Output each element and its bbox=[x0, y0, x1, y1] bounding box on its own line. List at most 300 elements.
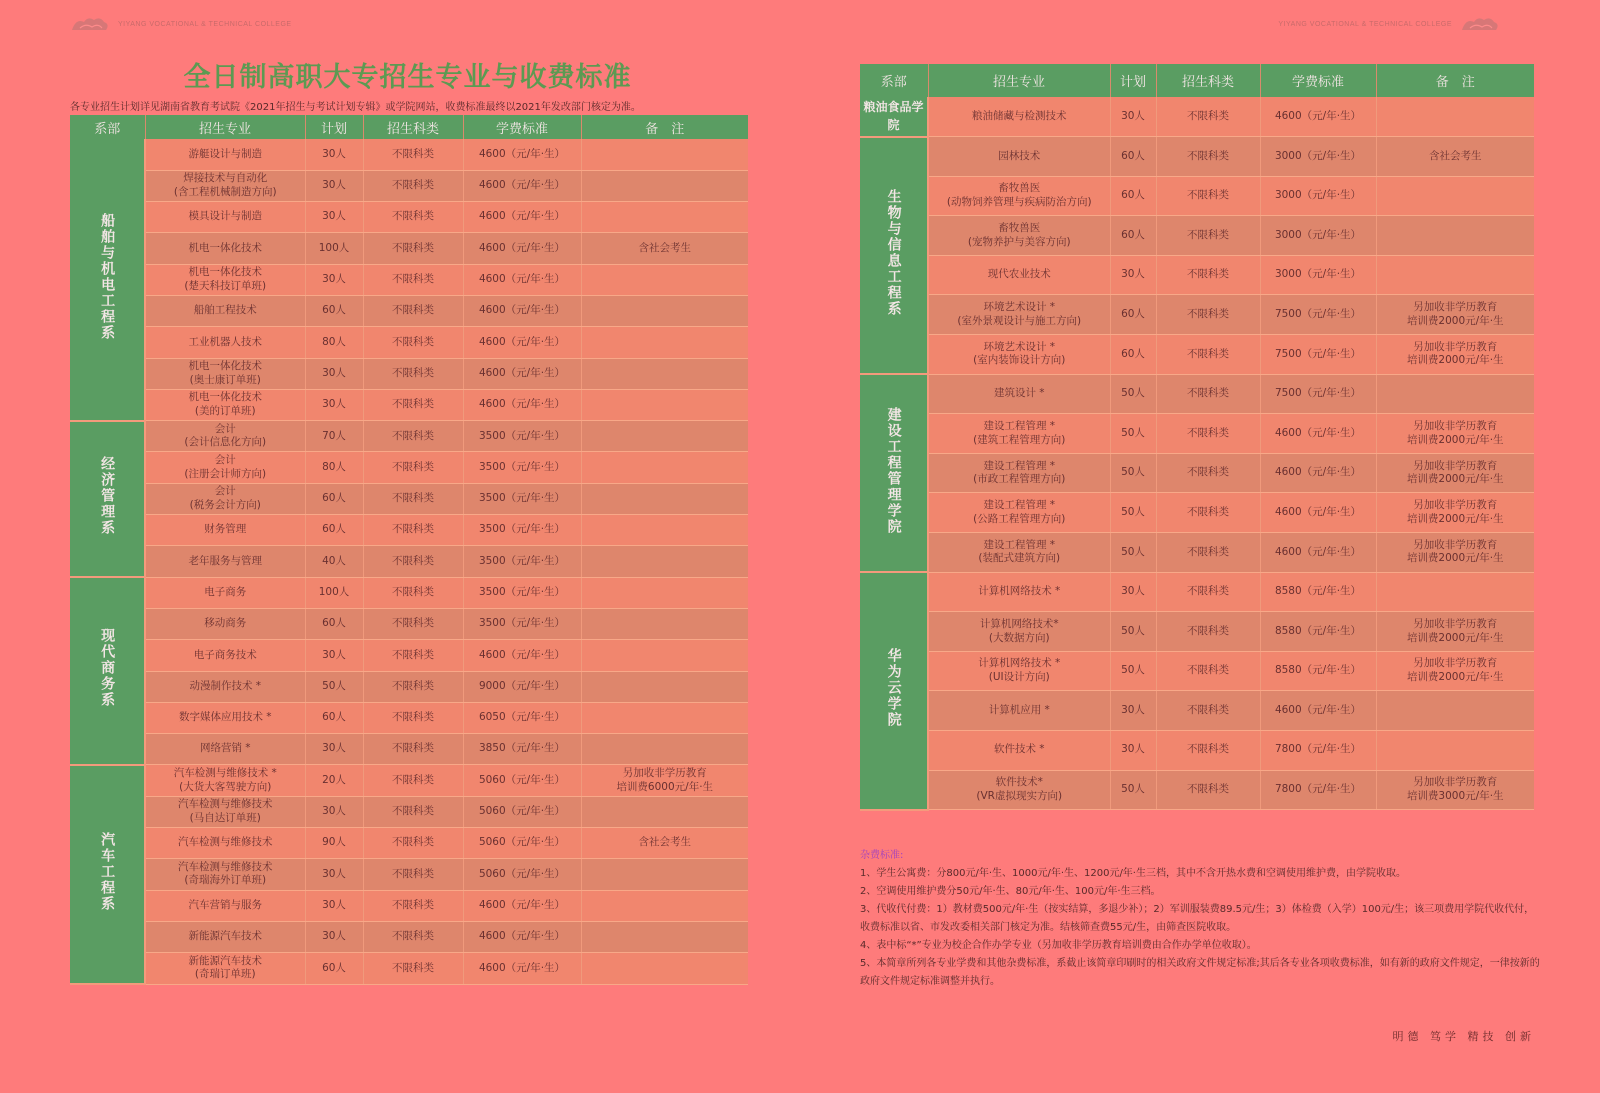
table-row bbox=[860, 176, 1534, 216]
cloud-logo-icon bbox=[70, 14, 110, 34]
remark-cell bbox=[581, 546, 748, 577]
major-cell: 计算机网络技术 * bbox=[928, 572, 1110, 612]
table-row bbox=[70, 546, 748, 577]
major-cell bbox=[145, 358, 305, 389]
fee-cell: 7500（元/年·生） bbox=[1260, 295, 1376, 335]
plan-cell: 60人 bbox=[305, 953, 363, 984]
subject-cell: 不限科类 bbox=[363, 483, 463, 514]
remark-cell bbox=[581, 734, 748, 765]
plan-cell: 30人 bbox=[1110, 691, 1156, 731]
subject-cell: 不限科类 bbox=[363, 796, 463, 827]
cell-line: (大数据方向) bbox=[988, 631, 1050, 644]
cell-line: (税务会计方向) bbox=[189, 498, 261, 511]
fee-cell: 7800（元/年·生） bbox=[1260, 731, 1376, 771]
subject-cell: 不限科类 bbox=[363, 327, 463, 358]
subject-cell: 不限科类 bbox=[363, 233, 463, 264]
cell-line: (UI设计方向) bbox=[988, 671, 1050, 684]
remark-cell bbox=[581, 327, 748, 358]
fee-table-left bbox=[70, 115, 748, 985]
major-cell bbox=[145, 765, 305, 796]
department-cell bbox=[70, 421, 145, 577]
cell-line: 建设工程管理 * bbox=[983, 419, 1056, 432]
cell-line: (公路工程管理方向) bbox=[973, 512, 1066, 525]
department-name: 生物与信息工程系 bbox=[885, 188, 902, 317]
major-cell: 工业机器人技术 bbox=[145, 327, 305, 358]
cell-line: 另加收非学历教育 bbox=[622, 766, 707, 779]
cell-line: (室外景观设计与施工方向) bbox=[957, 314, 1082, 327]
major-cell: 计算机应用 * bbox=[928, 691, 1110, 731]
remark-cell bbox=[1376, 572, 1534, 612]
remark-cell bbox=[1376, 453, 1534, 493]
major-cell bbox=[145, 389, 305, 420]
table-row bbox=[70, 139, 748, 170]
fee-cell: 8580（元/年·生） bbox=[1260, 651, 1376, 691]
table-row bbox=[70, 170, 748, 201]
plan-cell: 100人 bbox=[305, 233, 363, 264]
subject-cell: 不限科类 bbox=[1156, 651, 1260, 691]
subject-cell: 不限科类 bbox=[363, 202, 463, 233]
table-row bbox=[860, 295, 1534, 335]
major-cell: 游艇设计与制造 bbox=[145, 139, 305, 170]
table-row bbox=[70, 577, 748, 608]
table-row bbox=[70, 608, 748, 639]
remark-cell: 含社会考生 bbox=[581, 233, 748, 264]
major-cell: 财务管理 bbox=[145, 515, 305, 546]
plan-cell: 30人 bbox=[1110, 255, 1156, 295]
fee-cell: 4600（元/年·生） bbox=[1260, 97, 1376, 137]
cell-line: 会计 bbox=[214, 422, 236, 435]
major-cell bbox=[928, 216, 1110, 256]
cell-line: (室内装饰设计方向) bbox=[973, 354, 1066, 367]
fee-cell: 3000（元/年·生） bbox=[1260, 137, 1376, 177]
table-row bbox=[70, 327, 748, 358]
remark-cell: 含社会考生 bbox=[581, 828, 748, 859]
department-name: 汽车工程系 bbox=[99, 831, 116, 912]
college-motto: 明德 笃学 精技 创新 bbox=[1392, 1030, 1535, 1043]
subject-cell: 不限科类 bbox=[363, 577, 463, 608]
header-dept: 系部 bbox=[70, 115, 145, 139]
cell-line: 软件技术* bbox=[995, 776, 1043, 789]
remark-cell bbox=[581, 702, 748, 733]
misc-fee-item: 5、本简章所列各专业学费和其他杂费标准，系截止该简章印刷时的相关政府文件规定标准;其后各专业各项收费标准，如有新的政府文件规定，一律按新的政府文件规定标准调整并执行。 bbox=[860, 958, 1540, 987]
major-cell: 汽车营销与服务 bbox=[145, 890, 305, 921]
major-cell bbox=[145, 264, 305, 295]
subject-cell: 不限科类 bbox=[1156, 612, 1260, 652]
cell-line: 环境艺术设计 * bbox=[983, 340, 1056, 353]
remark-cell bbox=[1376, 770, 1534, 810]
subject-cell: 不限科类 bbox=[363, 890, 463, 921]
remark-cell bbox=[581, 483, 748, 514]
fee-cell: 3000（元/年·生） bbox=[1260, 176, 1376, 216]
cell-line: 建设工程管理 * bbox=[983, 459, 1056, 472]
table-header-row bbox=[70, 115, 748, 139]
major-cell bbox=[145, 170, 305, 201]
remark-cell bbox=[581, 389, 748, 420]
remark-cell bbox=[581, 640, 748, 671]
subject-cell: 不限科类 bbox=[1156, 493, 1260, 533]
fee-cell: 4600（元/年·生） bbox=[463, 295, 581, 326]
plan-cell: 50人 bbox=[1110, 651, 1156, 691]
major-cell bbox=[928, 612, 1110, 652]
fee-cell: 5060（元/年·生） bbox=[463, 859, 581, 890]
cell-line: (宠物养护与美容方向) bbox=[967, 235, 1071, 248]
table-row bbox=[860, 216, 1534, 256]
plan-cell: 50人 bbox=[1110, 374, 1156, 414]
misc-fees-section bbox=[860, 847, 1540, 991]
plan-cell: 60人 bbox=[305, 515, 363, 546]
header-plan: 计划 bbox=[1110, 64, 1156, 97]
cell-line: 机电一体化技术 bbox=[188, 266, 262, 279]
plan-cell: 50人 bbox=[1110, 533, 1156, 573]
subject-cell: 不限科类 bbox=[363, 421, 463, 452]
major-cell bbox=[928, 493, 1110, 533]
table-row bbox=[70, 295, 748, 326]
cell-line: 畜牧兽医 bbox=[998, 221, 1041, 234]
table-row bbox=[860, 137, 1534, 177]
plan-cell: 30人 bbox=[305, 139, 363, 170]
plan-cell: 30人 bbox=[305, 358, 363, 389]
table-row bbox=[860, 374, 1534, 414]
misc-fee-item: 4、表中标“*”专业为校企合作办学专业（另加收非学历教育培训费由合作办学单位收取）。 bbox=[860, 940, 1257, 951]
plan-cell: 40人 bbox=[305, 546, 363, 577]
subject-cell: 不限科类 bbox=[1156, 255, 1260, 295]
department-cell bbox=[860, 374, 928, 572]
cell-line: 另加收非学历教育 bbox=[1413, 419, 1498, 432]
subject-cell: 不限科类 bbox=[1156, 731, 1260, 771]
cell-line: 会计 bbox=[214, 485, 236, 498]
fee-cell: 4600（元/年·生） bbox=[463, 327, 581, 358]
department-name: 船舶与机电工程系 bbox=[99, 212, 116, 341]
table-row bbox=[860, 453, 1534, 493]
header-major: 招生专业 bbox=[928, 64, 1110, 97]
subject-cell: 不限科类 bbox=[1156, 453, 1260, 493]
remark-cell bbox=[581, 577, 748, 608]
fee-cell: 4600（元/年·生） bbox=[463, 389, 581, 420]
department-cell bbox=[860, 572, 928, 810]
department-name: 经济管理系 bbox=[99, 456, 116, 537]
plan-cell: 30人 bbox=[305, 796, 363, 827]
table-row bbox=[860, 572, 1534, 612]
plan-cell: 60人 bbox=[1110, 335, 1156, 375]
cell-line: (奇瑞订单班) bbox=[194, 968, 256, 981]
cell-line: 另加收非学历教育 bbox=[1413, 657, 1498, 670]
plan-cell: 90人 bbox=[305, 828, 363, 859]
remark-cell bbox=[581, 890, 748, 921]
department-name: 华为云学院 bbox=[885, 648, 902, 729]
remark-cell bbox=[1376, 335, 1534, 375]
table-row bbox=[70, 734, 748, 765]
fee-cell: 4600（元/年·生） bbox=[463, 358, 581, 389]
table-row bbox=[860, 651, 1534, 691]
fee-cell: 3850（元/年·生） bbox=[463, 734, 581, 765]
major-cell bbox=[145, 859, 305, 890]
table-row bbox=[860, 97, 1534, 137]
cell-line: 另加收非学历教育 bbox=[1413, 340, 1498, 353]
remark-cell bbox=[581, 421, 748, 452]
remark-cell bbox=[1376, 97, 1534, 137]
remark-cell bbox=[581, 170, 748, 201]
fee-cell: 5060（元/年·生） bbox=[463, 765, 581, 796]
department-cell bbox=[70, 765, 145, 984]
fee-cell: 5060（元/年·生） bbox=[463, 796, 581, 827]
cell-line: 另加收非学历教育 bbox=[1413, 617, 1498, 630]
major-cell: 网络营销 * bbox=[145, 734, 305, 765]
major-cell: 粮油储藏与检测技术 bbox=[928, 97, 1110, 137]
remark-cell bbox=[1376, 612, 1534, 652]
table-row bbox=[70, 202, 748, 233]
plan-cell: 60人 bbox=[305, 608, 363, 639]
cell-line: 另加收非学历教育 bbox=[1413, 776, 1498, 789]
cell-line: 汽车检测与维修技术 * bbox=[173, 766, 277, 779]
remark-cell bbox=[581, 515, 748, 546]
table-row bbox=[70, 358, 748, 389]
table-row bbox=[70, 452, 748, 483]
cell-line: 计算机网络技术* bbox=[979, 617, 1059, 630]
plan-cell: 30人 bbox=[305, 921, 363, 952]
subject-cell: 不限科类 bbox=[363, 139, 463, 170]
plan-cell: 50人 bbox=[1110, 770, 1156, 810]
fee-cell: 3000（元/年·生） bbox=[1260, 216, 1376, 256]
plan-cell: 30人 bbox=[305, 170, 363, 201]
plan-cell: 30人 bbox=[305, 202, 363, 233]
cell-line: (市政工程管理方向) bbox=[973, 473, 1066, 486]
header-remark: 备 注 bbox=[581, 115, 748, 139]
cell-line: 培训费2000元/年·生 bbox=[1406, 314, 1504, 327]
cell-line: 培训费2000元/年·生 bbox=[1406, 354, 1504, 367]
subject-cell: 不限科类 bbox=[363, 921, 463, 952]
subject-cell: 不限科类 bbox=[363, 671, 463, 702]
major-cell: 模具设计与制造 bbox=[145, 202, 305, 233]
cell-line: 会计 bbox=[214, 453, 236, 466]
cell-line: (动物饲养管理与疾病防治方向) bbox=[946, 195, 1092, 208]
subject-cell: 不限科类 bbox=[363, 452, 463, 483]
table-row bbox=[860, 335, 1534, 375]
major-cell: 现代农业技术 bbox=[928, 255, 1110, 295]
fee-cell: 4600（元/年·生） bbox=[463, 953, 581, 984]
table-row bbox=[70, 640, 748, 671]
cell-line: 畜牧兽医 bbox=[998, 182, 1041, 195]
cell-line: (会计信息化方向) bbox=[184, 436, 267, 449]
table-row bbox=[860, 414, 1534, 454]
department-name: 粮油食品学院 bbox=[863, 100, 924, 133]
remark-cell bbox=[1376, 176, 1534, 216]
major-cell bbox=[928, 335, 1110, 375]
cell-line: 培训费2000元/年·生 bbox=[1406, 631, 1504, 644]
fee-cell: 7500（元/年·生） bbox=[1260, 374, 1376, 414]
fee-table-right bbox=[860, 64, 1534, 811]
cell-line: 机电一体化技术 bbox=[188, 360, 262, 373]
plan-cell: 30人 bbox=[305, 264, 363, 295]
cell-line: 新能源汽车技术 bbox=[188, 954, 262, 967]
subject-cell: 不限科类 bbox=[1156, 176, 1260, 216]
table-row bbox=[70, 421, 748, 452]
table-row bbox=[70, 702, 748, 733]
college-logo-right bbox=[1278, 14, 1500, 34]
major-cell: 船舶工程技术 bbox=[145, 295, 305, 326]
major-cell: 机电一体化技术 bbox=[145, 233, 305, 264]
fee-cell: 5060（元/年·生） bbox=[463, 828, 581, 859]
subject-cell: 不限科类 bbox=[1156, 770, 1260, 810]
remark-cell bbox=[581, 358, 748, 389]
subject-cell: 不限科类 bbox=[363, 608, 463, 639]
major-cell: 电子商务 bbox=[145, 577, 305, 608]
major-cell: 老年服务与管理 bbox=[145, 546, 305, 577]
plan-cell: 80人 bbox=[305, 327, 363, 358]
cell-line: 另加收非学历教育 bbox=[1413, 459, 1498, 472]
header-major: 招生专业 bbox=[145, 115, 305, 139]
cell-line: 培训费2000元/年·生 bbox=[1406, 512, 1504, 525]
college-name-en: YIYANG VOCATIONAL & TECHNICAL COLLEGE bbox=[118, 20, 292, 28]
table-row bbox=[70, 953, 748, 984]
plan-cell: 60人 bbox=[305, 295, 363, 326]
fee-cell: 4600（元/年·生） bbox=[1260, 533, 1376, 573]
major-cell bbox=[145, 796, 305, 827]
fee-cell: 3500（元/年·生） bbox=[463, 515, 581, 546]
header-dept: 系部 bbox=[860, 64, 928, 97]
subject-cell: 不限科类 bbox=[1156, 295, 1260, 335]
plan-cell: 60人 bbox=[305, 702, 363, 733]
table-row bbox=[860, 533, 1534, 573]
cell-line: (含工程机械制造方向) bbox=[173, 185, 277, 198]
remark-cell bbox=[581, 859, 748, 890]
cell-line: (注册会计师方向) bbox=[184, 467, 267, 480]
major-cell bbox=[928, 414, 1110, 454]
plan-cell: 60人 bbox=[305, 483, 363, 514]
remark-cell bbox=[581, 953, 748, 984]
table-row bbox=[70, 264, 748, 295]
subject-cell: 不限科类 bbox=[363, 170, 463, 201]
remark-cell bbox=[1376, 731, 1534, 771]
table-row bbox=[860, 731, 1534, 771]
major-cell: 汽车检测与维修技术 bbox=[145, 828, 305, 859]
plan-cell: 20人 bbox=[305, 765, 363, 796]
table-row bbox=[70, 890, 748, 921]
remark-cell bbox=[1376, 216, 1534, 256]
plan-cell: 30人 bbox=[305, 734, 363, 765]
remark-cell bbox=[1376, 651, 1534, 691]
cell-line: 另加收非学历教育 bbox=[1413, 499, 1498, 512]
remark-cell bbox=[1376, 255, 1534, 295]
department-name: 建设工程管理学院 bbox=[885, 406, 902, 535]
remark-cell bbox=[581, 765, 748, 796]
plan-cell: 60人 bbox=[1110, 176, 1156, 216]
major-cell: 电子商务技术 bbox=[145, 640, 305, 671]
remark-cell bbox=[1376, 295, 1534, 335]
subject-cell: 不限科类 bbox=[1156, 572, 1260, 612]
cell-line: 计算机网络技术 * bbox=[978, 657, 1061, 670]
plan-cell: 80人 bbox=[305, 452, 363, 483]
misc-fees-title: 杂费标准: bbox=[860, 850, 904, 861]
plan-cell: 50人 bbox=[305, 671, 363, 702]
subject-cell: 不限科类 bbox=[363, 640, 463, 671]
cell-line: 培训费2000元/年·生 bbox=[1406, 473, 1504, 486]
department-cell bbox=[70, 139, 145, 421]
plan-cell: 60人 bbox=[1110, 216, 1156, 256]
subject-cell: 不限科类 bbox=[363, 765, 463, 796]
misc-fee-item: 2、空调使用维护费分50元/年·生、80元/年·生、100元/年·生三档。 bbox=[860, 886, 1161, 897]
fee-cell: 4600（元/年·生） bbox=[1260, 453, 1376, 493]
major-cell bbox=[928, 176, 1110, 216]
subject-cell: 不限科类 bbox=[1156, 533, 1260, 573]
department-cell bbox=[860, 137, 928, 375]
cell-line: 培训费3000元/年·生 bbox=[1406, 789, 1504, 802]
table-row bbox=[70, 389, 748, 420]
major-cell: 园林技术 bbox=[928, 137, 1110, 177]
plan-cell: 30人 bbox=[305, 640, 363, 671]
page-title: 全日制高职大专招生专业与收费标准 bbox=[183, 62, 632, 93]
cell-line: (楚天科技订单班) bbox=[184, 279, 267, 292]
subject-cell: 不限科类 bbox=[1156, 216, 1260, 256]
major-cell: 移动商务 bbox=[145, 608, 305, 639]
plan-cell: 30人 bbox=[1110, 731, 1156, 771]
table-header-row bbox=[860, 64, 1534, 97]
major-cell bbox=[145, 483, 305, 514]
fee-cell: 3000（元/年·生） bbox=[1260, 255, 1376, 295]
major-cell bbox=[145, 421, 305, 452]
cell-line: 建设工程管理 * bbox=[983, 499, 1056, 512]
remark-cell bbox=[581, 671, 748, 702]
fee-cell: 4600（元/年·生） bbox=[463, 170, 581, 201]
header-fee: 学费标准 bbox=[1260, 64, 1376, 97]
cell-line: 另加收非学历教育 bbox=[1413, 538, 1498, 551]
remark-cell bbox=[1376, 493, 1534, 533]
subject-cell: 不限科类 bbox=[363, 264, 463, 295]
cell-line: (奇瑞海外订单班) bbox=[184, 874, 267, 887]
fee-cell: 4600（元/年·生） bbox=[463, 139, 581, 170]
header-remark: 备 注 bbox=[1376, 64, 1534, 97]
fee-cell: 6050（元/年·生） bbox=[463, 702, 581, 733]
fee-cell: 4600（元/年·生） bbox=[463, 890, 581, 921]
remark-cell bbox=[1376, 691, 1534, 731]
cell-line: 汽车检测与维修技术 bbox=[178, 798, 273, 811]
fee-cell: 4600（元/年·生） bbox=[463, 202, 581, 233]
cell-line: (奥士康订单班) bbox=[189, 373, 261, 386]
plan-cell: 50人 bbox=[1110, 493, 1156, 533]
subject-cell: 不限科类 bbox=[363, 828, 463, 859]
subject-cell: 不限科类 bbox=[363, 515, 463, 546]
remark-cell bbox=[1376, 533, 1534, 573]
fee-cell: 4600（元/年·生） bbox=[1260, 414, 1376, 454]
fee-cell: 8580（元/年·生） bbox=[1260, 612, 1376, 652]
remark-cell bbox=[1376, 374, 1534, 414]
plan-cell: 60人 bbox=[1110, 137, 1156, 177]
major-cell: 数字媒体应用技术 * bbox=[145, 702, 305, 733]
plan-cell: 60人 bbox=[1110, 295, 1156, 335]
fee-cell: 9000（元/年·生） bbox=[463, 671, 581, 702]
fee-cell: 4600（元/年·生） bbox=[463, 233, 581, 264]
cell-line: 焊接技术与自动化 bbox=[183, 172, 268, 185]
cell-line: 环境艺术设计 * bbox=[983, 301, 1056, 314]
cell-line: (装配式建筑方向) bbox=[978, 552, 1061, 565]
fee-cell: 4600（元/年·生） bbox=[463, 921, 581, 952]
plan-cell: 30人 bbox=[305, 389, 363, 420]
fee-cell: 4600（元/年·生） bbox=[1260, 493, 1376, 533]
department-cell bbox=[860, 97, 928, 137]
table-row bbox=[70, 515, 748, 546]
fee-cell: 4600（元/年·生） bbox=[1260, 691, 1376, 731]
fee-cell: 8580（元/年·生） bbox=[1260, 572, 1376, 612]
fee-cell: 3500（元/年·生） bbox=[463, 546, 581, 577]
remark-cell: 含社会考生 bbox=[1376, 137, 1534, 177]
remark-cell bbox=[581, 139, 748, 170]
fee-cell: 3500（元/年·生） bbox=[463, 483, 581, 514]
header-subject: 招生科类 bbox=[1156, 64, 1260, 97]
misc-fee-item: 3、代收代付费：1）教材费500元/年·生（按实结算，多退少补）；2）军训服装费89.5元/生；3）体检费（入学）100元/生；该三项费用学院代收代付，收费标准以省、市发改委相关部门核定为准。结核筛查费55元/生，由筛查医院收取。 bbox=[860, 904, 1535, 933]
subject-cell: 不限科类 bbox=[363, 358, 463, 389]
subject-cell: 不限科类 bbox=[1156, 414, 1260, 454]
cell-line: (VR虚拟现实方向) bbox=[976, 789, 1063, 802]
plan-cell: 30人 bbox=[1110, 572, 1156, 612]
